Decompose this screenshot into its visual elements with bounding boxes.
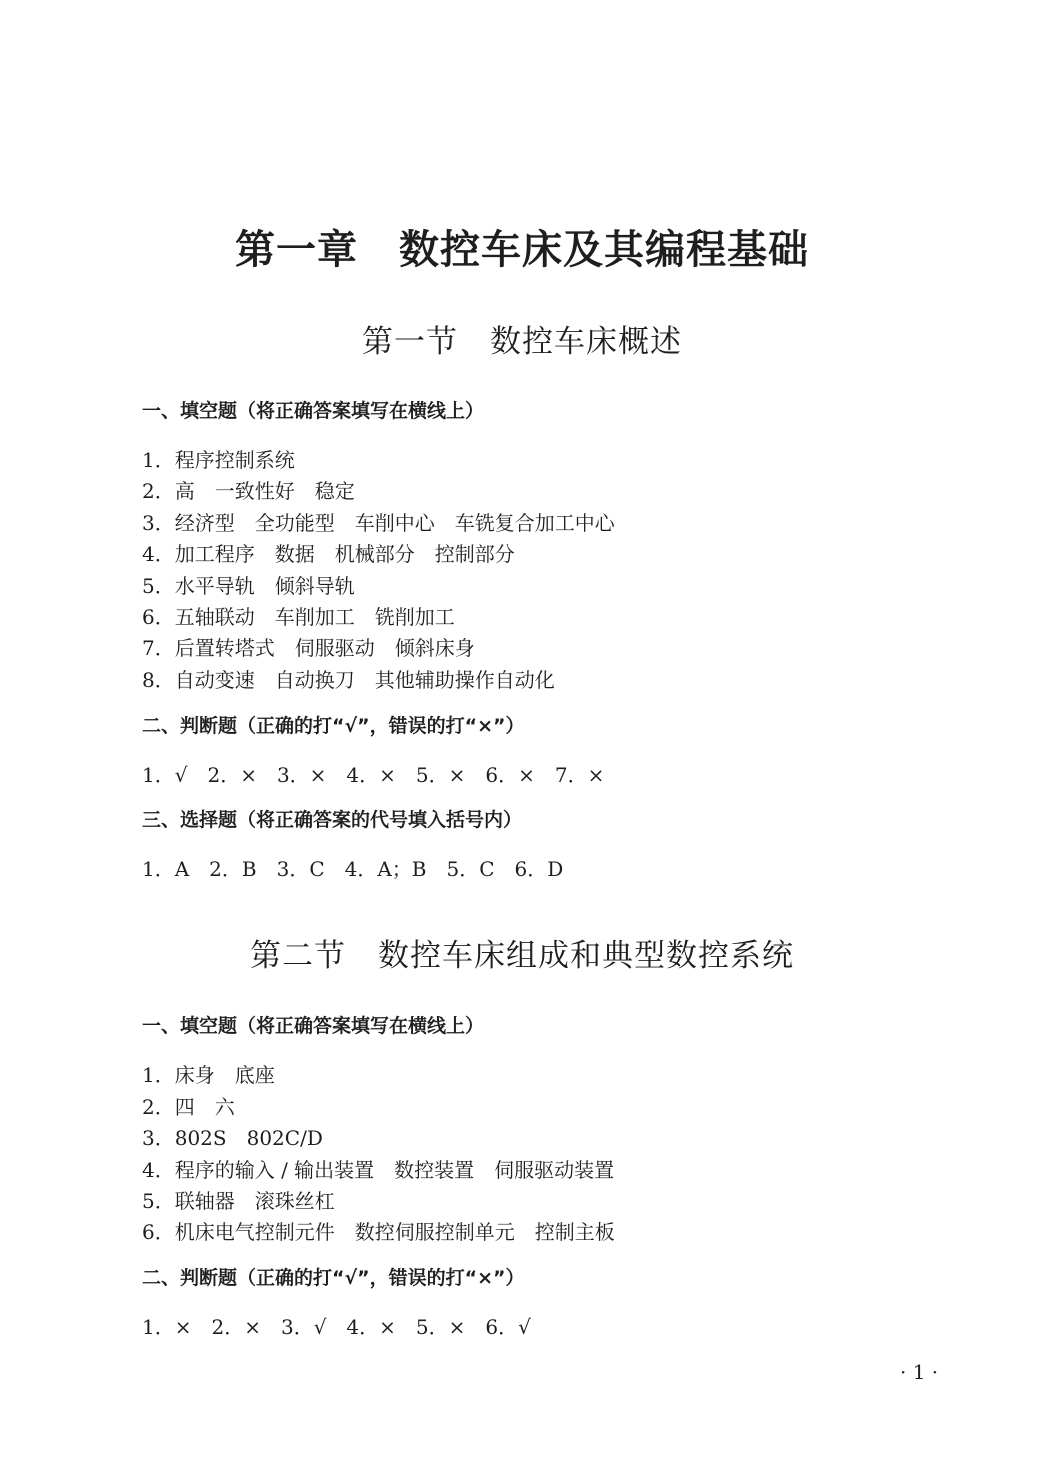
page-number: · 1 · [900, 1360, 939, 1384]
true-false-heading: 二、判断题（正确的打“√”，错误的打“×”） [142, 715, 525, 737]
answer-line: 2．四 六 [142, 1095, 235, 1119]
chapter-title: 第一章 数控车床及其编程基础 [235, 227, 809, 273]
answer-line: 8．自动变速 自动换刀 其他辅助操作自动化 [142, 668, 555, 692]
answer-line: 4．加工程序 数据 机械部分 控制部分 [142, 542, 515, 566]
multiple-choice-answers: 1．A 2．B 3．C 4．A；B 5．C 6．D [142, 857, 564, 881]
answer-line: 1．程序控制系统 [142, 448, 295, 472]
answer-line: 6．机床电气控制元件 数控伺服控制单元 控制主板 [142, 1220, 615, 1244]
section-title: 第二节 数控车床组成和典型数控系统 [250, 938, 794, 974]
answer-line: 7．后置转塔式 伺服驱动 倾斜床身 [142, 636, 475, 660]
answer-line: 5．水平导轨 倾斜导轨 [142, 574, 355, 598]
multiple-choice-heading: 三、选择题（将正确答案的代号填入括号内） [142, 809, 523, 831]
section-title: 第一节 数控车床概述 [362, 324, 682, 360]
fill-in-heading: 一、填空题（将正确答案填写在横线上） [142, 400, 485, 422]
answer-line: 2．高 一致性好 稳定 [142, 479, 355, 503]
answer-line: 4．程序的输入 / 输出装置 数控装置 伺服驱动装置 [142, 1158, 615, 1182]
answer-line: 3．802S 802C/D [142, 1126, 323, 1150]
true-false-answers: 1．× 2．× 3．√ 4．× 5．× 6．√ [142, 1315, 531, 1339]
answer-line: 1．床身 底座 [142, 1063, 275, 1087]
true-false-heading: 二、判断题（正确的打“√”，错误的打“×”） [142, 1267, 525, 1289]
fill-in-heading: 一、填空题（将正确答案填写在横线上） [142, 1015, 485, 1037]
true-false-answers: 1．√ 2．× 3．× 4．× 5．× 6．× 7．× [142, 763, 605, 787]
answer-line: 5．联轴器 滚珠丝杠 [142, 1189, 335, 1213]
answer-line: 3．经济型 全功能型 车削中心 车铣复合加工中心 [142, 511, 615, 535]
answer-line: 6．五轴联动 车削加工 铣削加工 [142, 605, 455, 629]
